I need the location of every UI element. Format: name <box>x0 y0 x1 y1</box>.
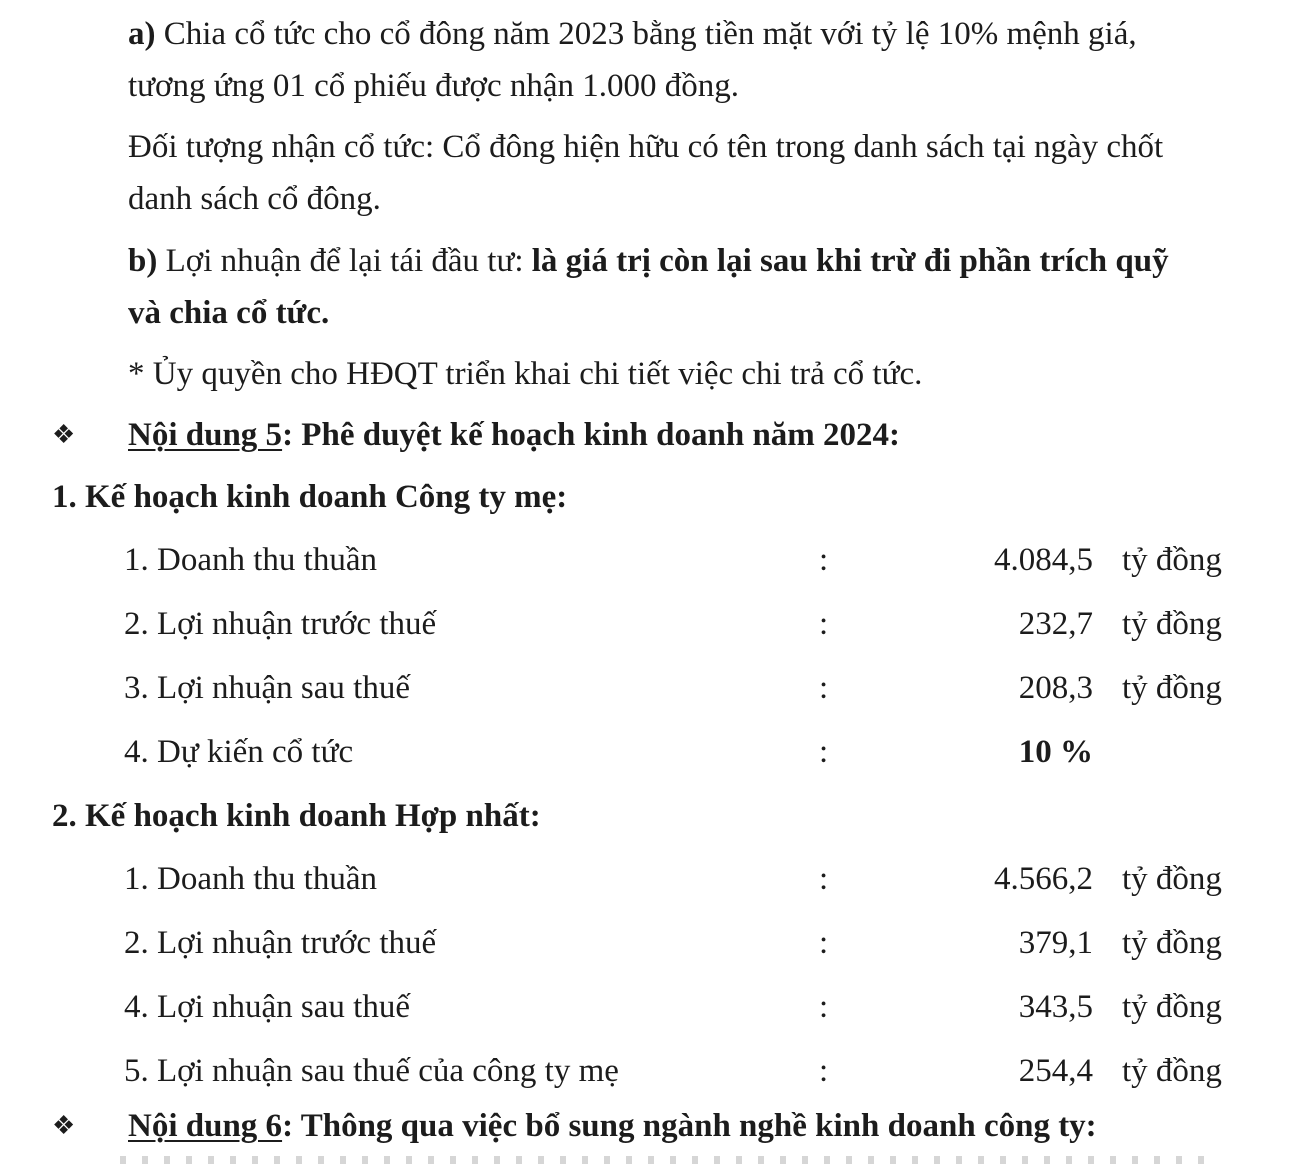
section-6-title <box>128 1106 1097 1146</box>
recipients-line-2: danh sách cổ đông. <box>128 181 381 217</box>
row-value: 208,3 <box>1018 670 1093 706</box>
row-label: 3. Lợi nhuận sau thuế <box>124 670 410 706</box>
row-label: 4. Lợi nhuận sau thuế <box>124 989 410 1025</box>
cut-off-next-line <box>120 1156 1220 1164</box>
section-5-title <box>128 415 900 455</box>
row-value: 10 % <box>1018 734 1093 770</box>
row-colon: : <box>819 606 829 642</box>
para-a-label: a) <box>128 16 156 52</box>
row-value: 254,4 <box>1018 1053 1093 1089</box>
para-b-text: Lợi nhuận để lại tái đầu tư: <box>157 243 532 279</box>
recipients-line-1: Đối tượng nhận cổ tức: Cổ đông hiện hữu có tên trong danh sách tại ngày chốt <box>128 129 1164 165</box>
parent-plan-heading: 1. Kế hoạch kinh doanh Công ty mẹ: <box>52 479 568 515</box>
section-5-label: Nội dung 5 <box>128 417 283 453</box>
row-unit: tỷ đồng <box>1122 670 1222 706</box>
row-label: 2. Lợi nhuận trước thuế <box>124 606 437 642</box>
row-unit: tỷ đồng <box>1122 542 1222 578</box>
row-unit: tỷ đồng <box>1122 861 1222 897</box>
para-a-text-1: Chia cổ tức cho cổ đông năm 2023 bằng tiền mặt với tỷ lệ 10% mệnh giá, <box>155 16 1137 52</box>
row-value: 4.084,5 <box>994 542 1093 578</box>
para-b-bold-1: là giá trị còn lại sau khi trừ đi phần trích quỹ <box>531 243 1169 279</box>
diamond-bullet-icon: ❖ <box>52 1111 76 1140</box>
row-colon: : <box>819 670 829 706</box>
row-label: 5. Lợi nhuận sau thuế của công ty mẹ <box>124 1053 619 1089</box>
para-a-line-1 <box>128 14 1137 54</box>
para-b-line-2 <box>128 293 329 333</box>
row-unit: tỷ đồng <box>1122 989 1222 1025</box>
row-colon: : <box>819 925 829 961</box>
para-b-line-1 <box>128 241 1169 281</box>
row-label: 1. Doanh thu thuần <box>124 861 377 897</box>
diamond-bullet-icon: ❖ <box>52 420 76 449</box>
row-value: 4.566,2 <box>994 861 1093 897</box>
row-colon: : <box>819 542 829 578</box>
row-colon: : <box>819 1053 829 1089</box>
row-value: 232,7 <box>1018 606 1093 642</box>
row-colon: : <box>819 989 829 1025</box>
row-colon: : <box>819 861 829 897</box>
para-a-line-2: tương ứng 01 cổ phiếu được nhận 1.000 đồng. <box>128 68 739 104</box>
section-6-label: Nội dung 6 <box>128 1108 283 1144</box>
row-unit: tỷ đồng <box>1122 1053 1222 1089</box>
row-unit: tỷ đồng <box>1122 925 1222 961</box>
row-colon: : <box>819 734 829 770</box>
section-6-rest: : Thông qua việc bổ sung ngành nghề kinh doanh công ty: <box>282 1108 1097 1144</box>
consolidated-plan-heading: 2. Kế hoạch kinh doanh Hợp nhất: <box>52 798 541 834</box>
authorization-note: * Ủy quyền cho HĐQT triển khai chi tiết việc chi trả cổ tức. <box>128 356 923 392</box>
para-b-bold-2: và chia cổ tức. <box>128 295 330 331</box>
row-label: 4. Dự kiến cổ tức <box>124 734 354 770</box>
row-label: 1. Doanh thu thuần <box>124 542 377 578</box>
row-unit: tỷ đồng <box>1122 606 1222 642</box>
row-value: 343,5 <box>1018 989 1093 1025</box>
row-value: 379,1 <box>1018 925 1093 961</box>
section-5-rest: : Phê duyệt kế hoạch kinh doanh năm 2024: <box>282 417 901 453</box>
row-label: 2. Lợi nhuận trước thuế <box>124 925 437 961</box>
para-b-label: b) <box>128 243 158 279</box>
